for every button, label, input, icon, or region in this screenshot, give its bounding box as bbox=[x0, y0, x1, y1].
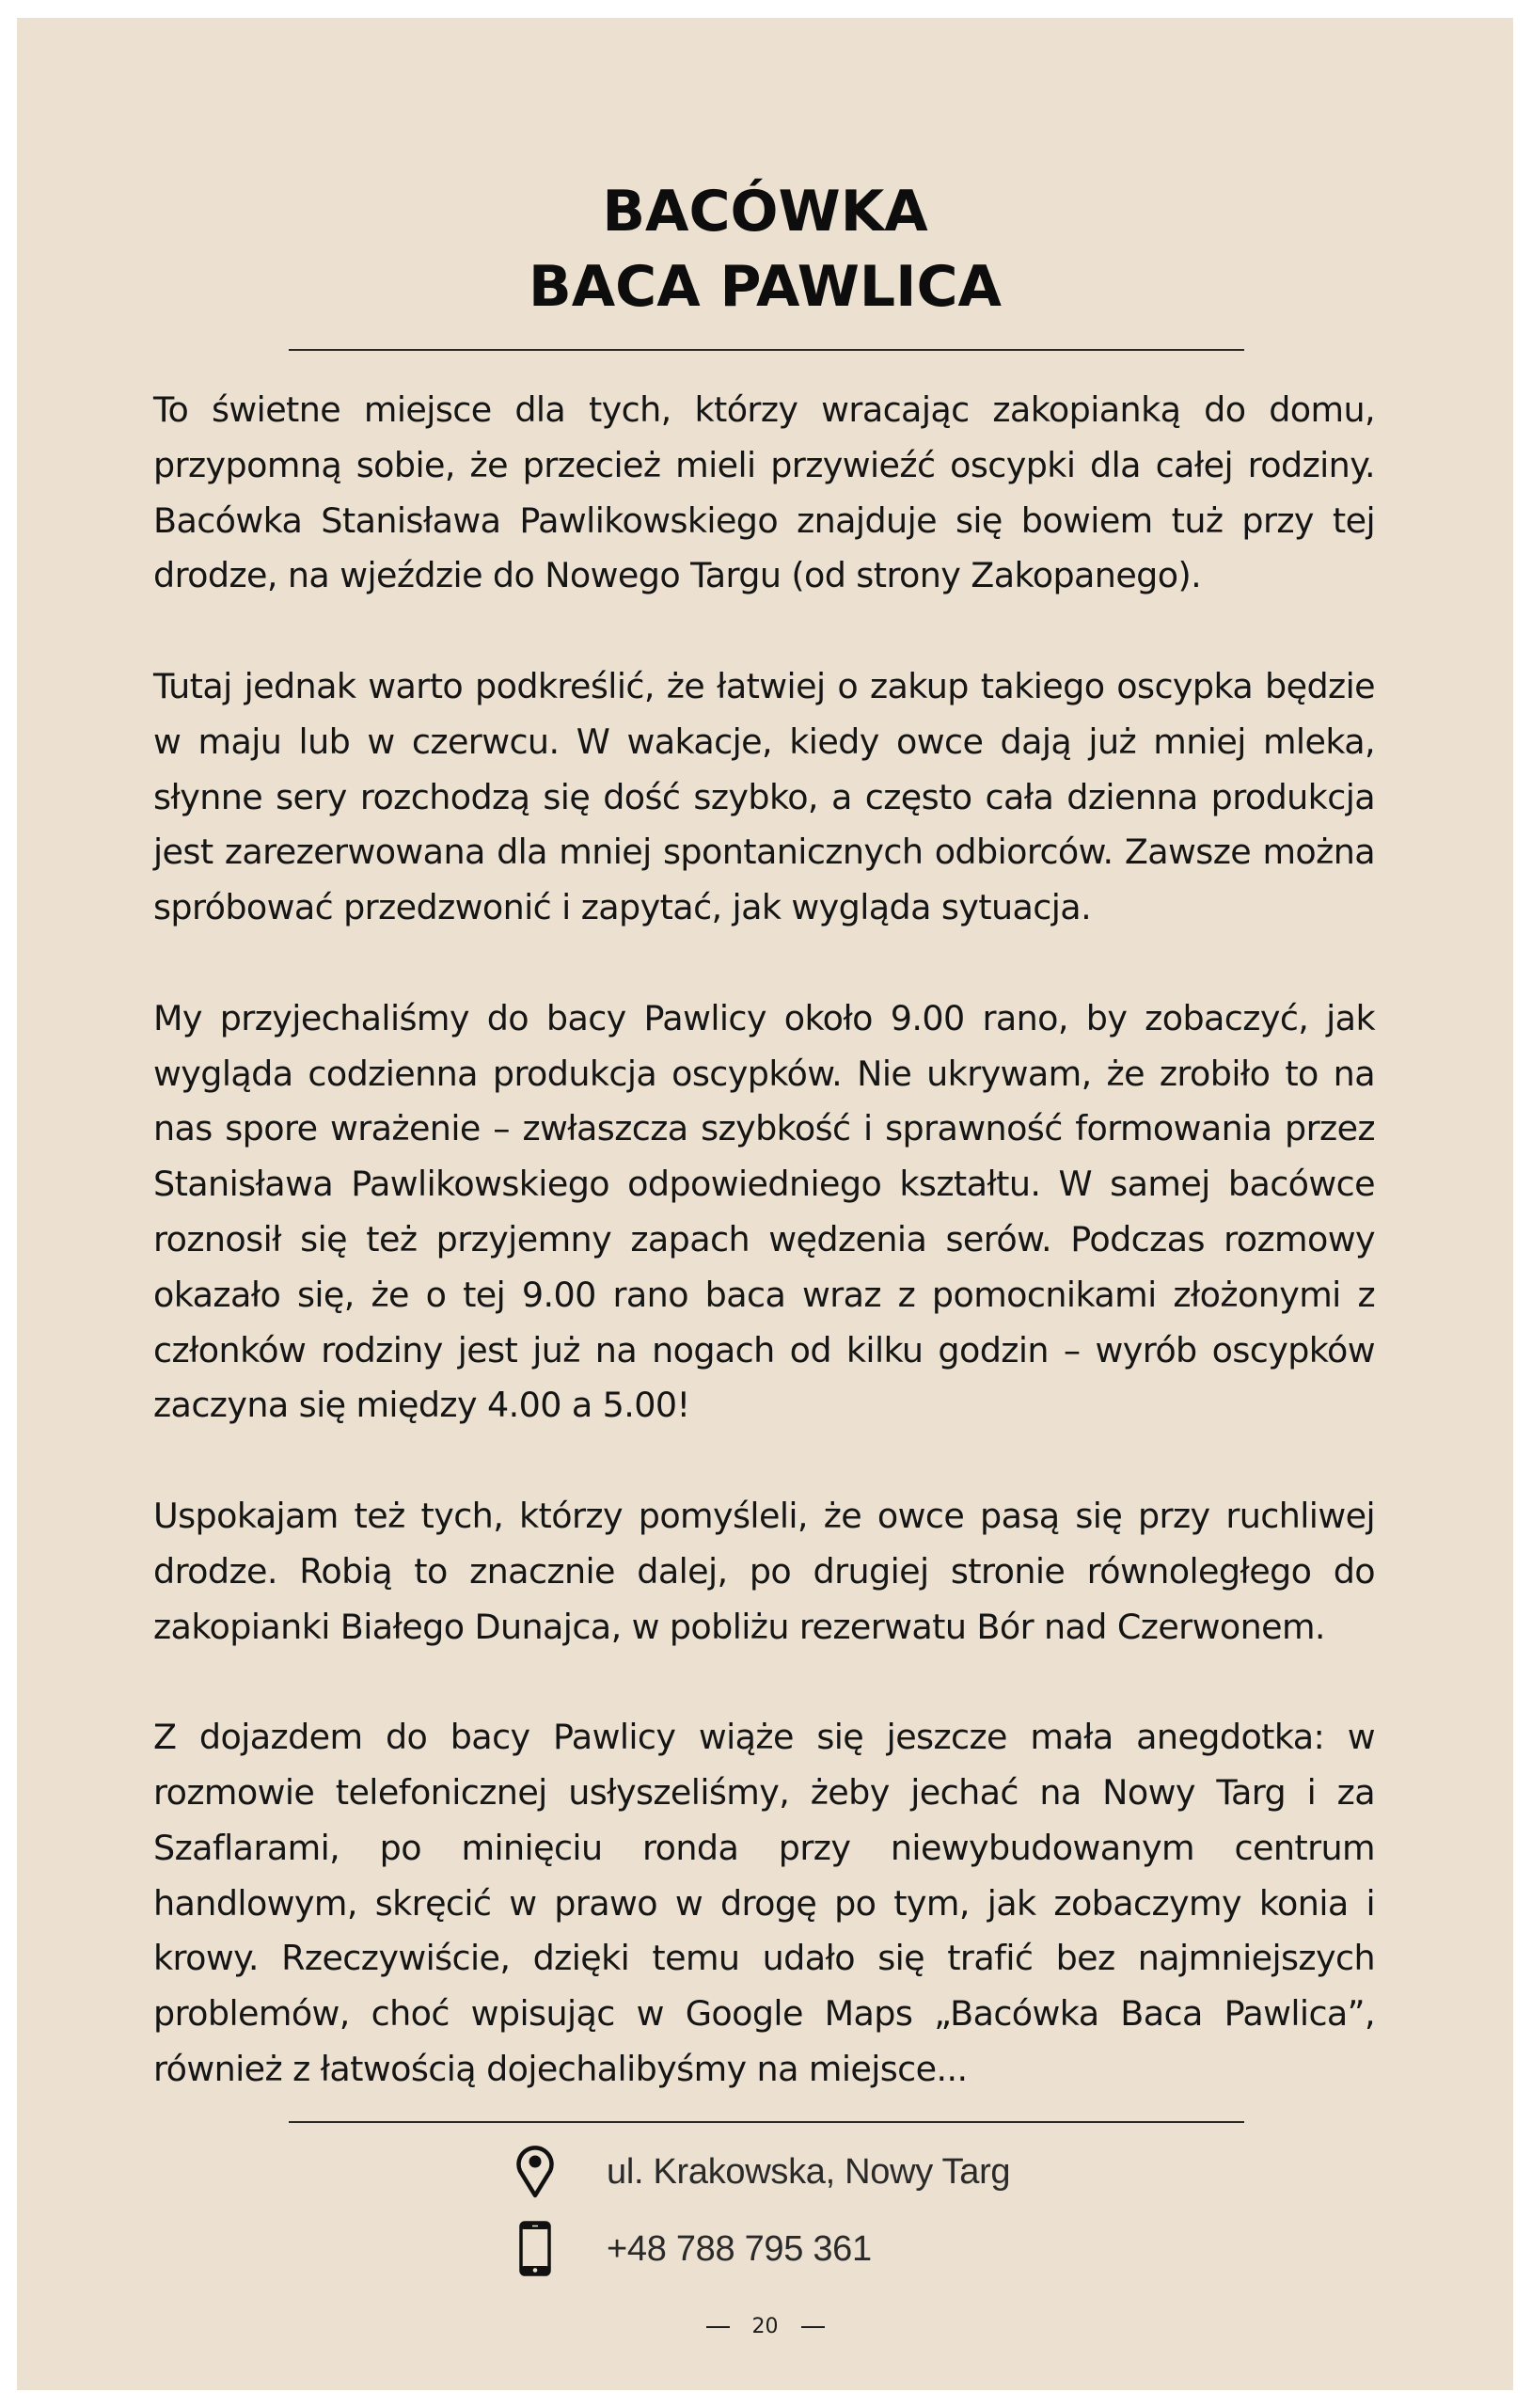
bottom-divider bbox=[289, 2121, 1244, 2123]
top-divider bbox=[289, 349, 1244, 351]
title-line-2: BACA PAWLICA bbox=[529, 254, 1002, 320]
article-body bbox=[153, 383, 1375, 2098]
page-title bbox=[17, 174, 1513, 325]
paragraph: To świetne miejsce dla tych, którzy wracając zakopianką do domu, przypomną sobie, że przecież mieli przywieźć oscypki dla całej rodziny. Bacówka Stanisława Pawlikowskiego znajduje się bowiem tuż przy tej drodze, na wjeździe do Nowego Targu (od strony Zakopanego). bbox=[153, 389, 1375, 596]
title-line-1: BACÓWKA bbox=[602, 179, 928, 245]
paragraph: Uspokajam też tych, którzy pomyśleli, że owce pasą się przy ruchliwej drodze. Robią to znacznie dalej, po drugiej stronie równoległego do zakopianki Białego Dunajca, w pobliżu rezerwatu Bór nad Czerwonem. bbox=[153, 1495, 1375, 1647]
contact-address bbox=[17, 2143, 1513, 2209]
document-page bbox=[17, 18, 1513, 2390]
paragraph: Z dojazdem do bacy Pawlicy wiąże się jeszcze mała anegdotka: w rozmowie telefonicznej usłyszeliśmy, żeby jechać na Nowy Targ i za Szaflarami, po minięciu ronda przy niewybudowanym centrum handlowym, skręcić w prawo w drogę po tym, jak zobaczymy konia i krowy. Rzeczywiście, dzięki temu udało się trafić bez najmniejszych problemów, choć wpisując w Google Maps „Bacówka Baca Pawlica”, również z łatwością dojechalibyśmy na miejsce... bbox=[153, 1717, 1375, 2089]
map-pin-icon bbox=[513, 2143, 558, 2199]
dash-decoration bbox=[706, 2326, 730, 2328]
page-number-value: 20 bbox=[751, 2315, 779, 2338]
phone-text: +48 788 795 361 bbox=[607, 2229, 872, 2269]
smartphone-icon bbox=[513, 2220, 558, 2276]
page-number bbox=[17, 2313, 1513, 2341]
contact-phone bbox=[17, 2220, 1513, 2286]
paragraph: My przyjechaliśmy do bacy Pawlicy około 9.00 rano, by zobaczyć, jak wygląda codzienna produkcja oscypków. Nie ukrywam, że zrobiło to na nas spore wrażenie – zwłaszcza szybkość i sprawność formowania przez Stanisława Pawlikowskiego odpowiedniego kształtu. W samej bacówce roznosił się też przyjemny zapach wędzenia serów. Podczas rozmowy okazało się, że o tej 9.00 rano baca wraz z pomocnikami złożonymi z członków rodziny jest już na nogach od kilku godzin – wyrób oscypków zaczyna się między 4.00 a 5.00! bbox=[153, 997, 1375, 1426]
dash-decoration bbox=[801, 2326, 825, 2328]
paragraph: Tutaj jednak warto podkreślić, że łatwiej o zakup takiego oscypka będzie w maju lub w czerwcu. W wakacje, kiedy owce dają już mniej mleka, słynne sery rozchodzą się dość szybko, a często cała dzienna produkcja jest zarezerwowana dla mniej spontanicznych odbiorców. Zawsze można spróbować przedzwonić i zapytać, jak wygląda sytuacja. bbox=[153, 665, 1375, 928]
address-text: ul. Krakowska, Nowy Targ bbox=[607, 2152, 1011, 2192]
